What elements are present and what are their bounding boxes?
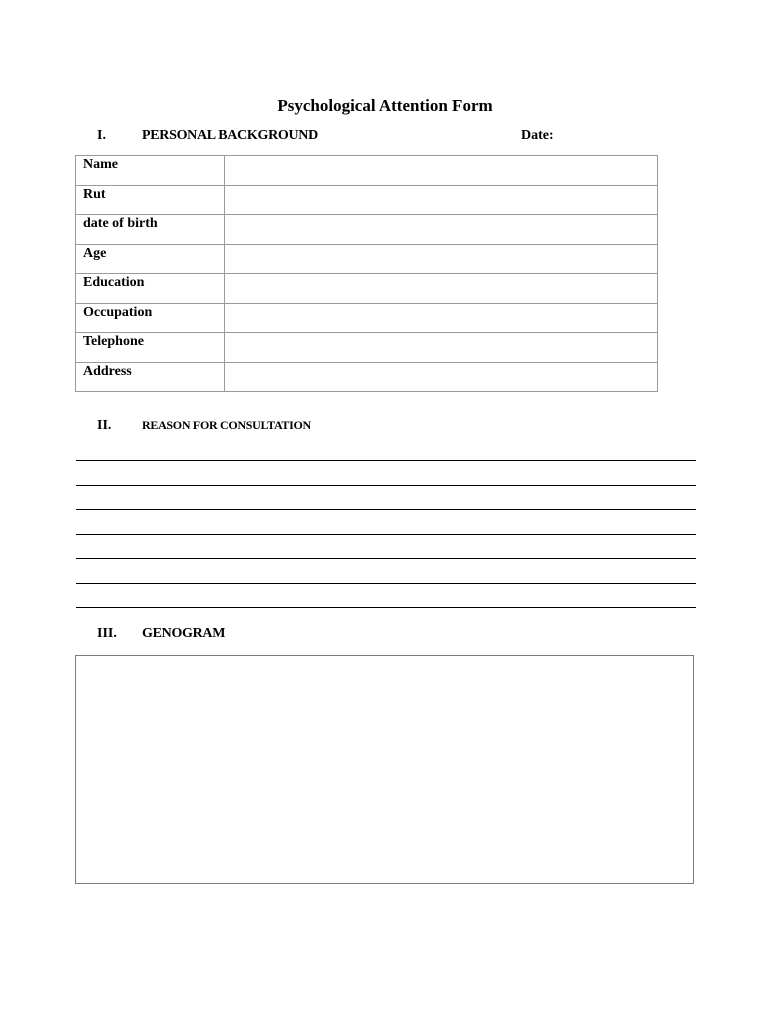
- form-title: Psychological Attention Form: [277, 96, 493, 115]
- writing-line[interactable]: [76, 534, 696, 535]
- table-row: [76, 303, 658, 333]
- field-value-address[interactable]: [225, 362, 658, 392]
- section-3-heading: GENOGRAM: [142, 626, 226, 641]
- section-3-number: III.: [97, 626, 117, 641]
- section-1-heading: PERSONAL BACKGROUND: [142, 128, 318, 143]
- field-label-education: Education: [76, 274, 225, 304]
- field-value-education[interactable]: [225, 274, 658, 304]
- section-1-number: I.: [97, 128, 106, 143]
- table-row: [76, 333, 658, 363]
- field-label-rut: Rut: [76, 185, 225, 215]
- field-label-address: Address: [76, 362, 225, 392]
- section-2-heading: REASON FOR CONSULTATION: [142, 418, 311, 432]
- table-row: [76, 156, 658, 186]
- field-value-rut[interactable]: [225, 185, 658, 215]
- writing-line[interactable]: [76, 583, 696, 584]
- writing-line[interactable]: [76, 558, 696, 559]
- writing-line[interactable]: [76, 485, 696, 486]
- field-value-name[interactable]: [225, 156, 658, 186]
- personal-background-table: [75, 155, 658, 392]
- date-label: Date:: [521, 128, 554, 143]
- table-row: [76, 244, 658, 274]
- field-label-name: Name: [76, 156, 225, 186]
- field-value-occupation[interactable]: [225, 303, 658, 333]
- table-row: [76, 362, 658, 392]
- field-label-age: Age: [76, 244, 225, 274]
- field-value-age[interactable]: [225, 244, 658, 274]
- field-label-occupation: Occupation: [76, 303, 225, 333]
- writing-line[interactable]: [76, 509, 696, 510]
- table-row: [76, 274, 658, 304]
- table-row: [76, 185, 658, 215]
- field-label-date-of-birth: date of birth: [76, 215, 225, 245]
- table-row: [76, 215, 658, 245]
- genogram-box[interactable]: [75, 655, 694, 884]
- field-value-date-of-birth[interactable]: [225, 215, 658, 245]
- writing-line[interactable]: [76, 607, 696, 608]
- writing-line[interactable]: [76, 460, 696, 461]
- field-value-telephone[interactable]: [225, 333, 658, 363]
- field-label-telephone: Telephone: [76, 333, 225, 363]
- section-2-number: II.: [97, 418, 112, 433]
